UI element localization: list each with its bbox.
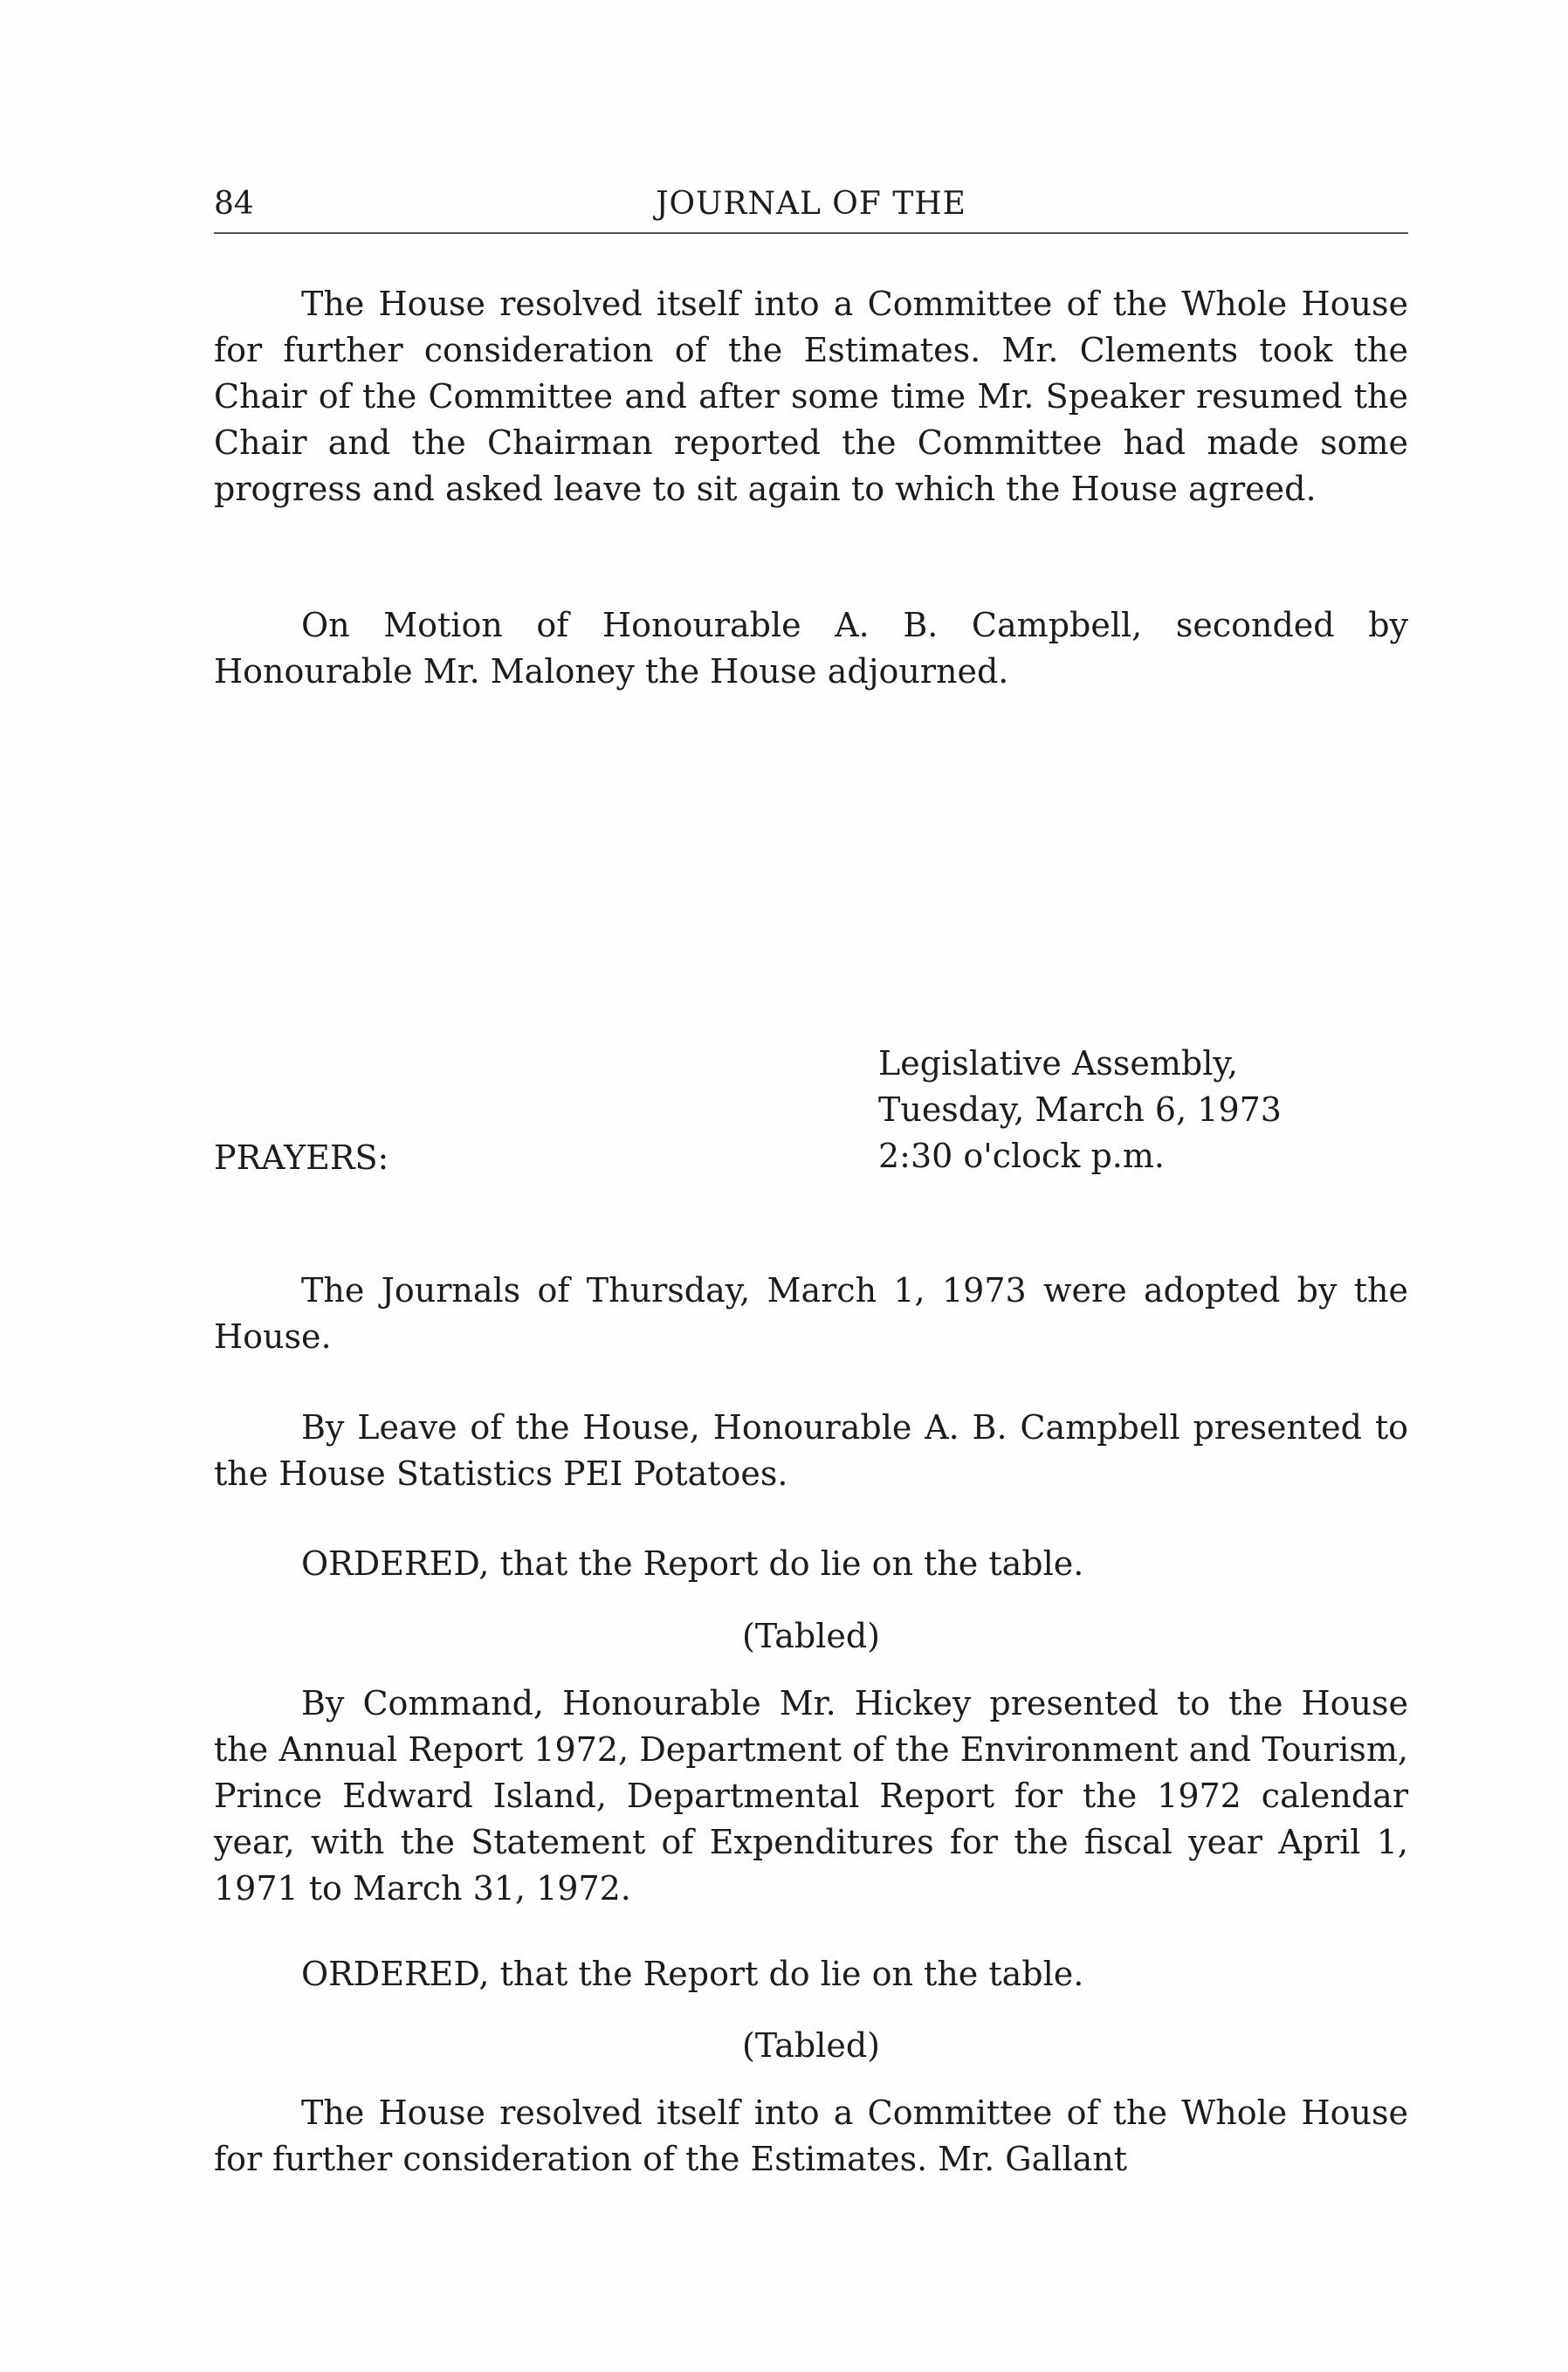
paragraph-adjourned: On Motion of Honourable A. B. Campbell, seconded by Honourable Mr. Maloney the House adjourned. [214,606,1408,691]
paragraph-ordered-1: ORDERED, that the Report do lie on the table. [301,1544,1084,1583]
prayers-label: PRAYERS: [214,1138,389,1177]
paragraph-committee-clements: The House resolved itself into a Committee of the Whole House for further consideration of the Estimates. Mr. Clements took the Chair of the Committee and after some time Mr. Speaker resumed the Chair and the Chairman reported the Committee had made some progress and asked leave to sit again to which the House agreed. [214,285,1408,508]
paragraph-statistics-potatoes: By Leave of the House, Honourable A. B. Campbell presented to the House Statistics PEI Potatoes. [214,1408,1408,1493]
tabled-note-2: (Tabled) [742,2026,880,2065]
tabled-note-1: (Tabled) [742,1617,880,1655]
paragraph-ordered-2: ORDERED, that the Report do lie on the table. [301,1955,1084,1993]
paragraph-annual-report: By Command, Honourable Mr. Hickey presented to the House the Annual Report 1972, Department of the Environment and Tourism, Prince Edward Island, Departmental Report for the 1972 calendar year, with the Statement of Expenditures for the fiscal year April 1, 1971 to March 31, 1972. [214,1684,1408,1908]
sitting-dateline [878,1041,1282,1179]
page-number: 84 [214,186,254,222]
dateline-time: 2:30 o'clock p.m. [878,1137,1165,1175]
page-header [214,183,1408,234]
dateline-assembly: Legislative Assembly, [878,1044,1238,1083]
running-head: JOURNAL OF THE [656,186,966,222]
paragraph-journals-adopted: The Journals of Thursday, March 1, 1973 were adopted by the House. [214,1271,1408,1356]
dateline-date: Tuesday, March 6, 1973 [878,1090,1282,1129]
paragraph-committee-gallant: The House resolved itself into a Committee of the Whole House for further consideration of the Estimates. Mr. Gallant [214,2094,1408,2178]
